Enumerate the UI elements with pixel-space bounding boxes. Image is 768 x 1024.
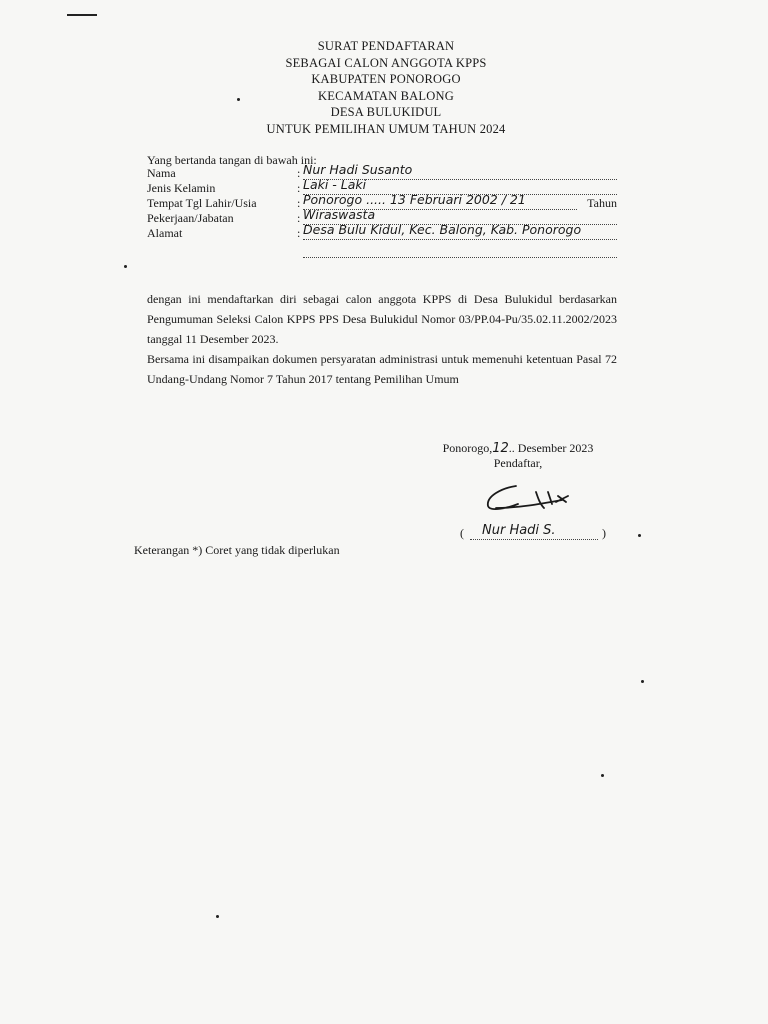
field-label: Jenis Kelamin (147, 181, 216, 195)
field-label: Nama (147, 166, 176, 180)
heading-line: DESA BULUKIDUL (330, 105, 442, 119)
signature-date (418, 441, 618, 456)
field-value-ttl: Ponorogo ..... 13 Februari 2002 / 21 (303, 192, 577, 210)
field-row-alamat (147, 222, 617, 245)
field-colon: : (297, 196, 301, 210)
field-value-alamat: Desa Bulu Kidul, Kec. Balong, Kab. Ponorogo (303, 222, 617, 240)
scan-artifact-dot (124, 265, 127, 268)
heading-line: SEBAGAI CALON ANGGOTA KPPS (285, 55, 487, 70)
declaration-paragraph: Bersama ini disampaikan dokumen persyaratan administrasi untuk memenuhi ketentuan Pasal 72 Undang-Undang Nomor 7 Tahun 2017 tentang Pemilihan Umum (147, 352, 617, 386)
field-label: Alamat (147, 226, 183, 240)
signature-day: 12 (492, 441, 509, 456)
heading-line: KECAMATAN BALONG (318, 88, 454, 103)
signature-role: Pendaftar, (493, 456, 543, 470)
field-suffix-tahun: Tahun (587, 196, 617, 210)
scan-artifact-dot (641, 680, 644, 683)
field-value-jenis-kelamin: Laki - Laki (303, 177, 617, 195)
field-value-nama: Nur Hadi Susanto (303, 162, 617, 180)
heading-line: SURAT PENDAFTARAN (317, 39, 455, 53)
signature-month-year-text: Desember 2023 (517, 441, 594, 455)
field-label: Pekerjaan/Jabatan (147, 211, 234, 225)
signature-place: Ponorogo, (442, 441, 493, 455)
scan-artifact-dot (216, 915, 219, 918)
scan-artifact-dot (601, 774, 604, 777)
declaration-paragraph: dengan ini mendaftarkan diri sebagai calon anggota KPPS di Desa Bulukidul berdasarkan Pengumuman Seleksi Calon KPPS PPS Desa Bulukidul Nomor 03/PP.04-Pu/35.02.11.2002/2023 tanggal 11 Desember 2023. (147, 292, 617, 346)
signatory-name-text: Nur Hadi S. (470, 523, 598, 540)
field-colon: : (297, 226, 301, 240)
field-colon: : (297, 166, 301, 180)
applicant-fields (147, 162, 617, 261)
dotted-line (303, 247, 617, 258)
signature-month-year: .. Desember 2023 (508, 441, 594, 455)
field-label: Tempat Tgl Lahir/Usia (147, 196, 257, 210)
handwritten-signature (478, 478, 574, 524)
footnote: Keterangan *) Coret yang tidak diperlukan (134, 543, 340, 557)
scan-artifact-dot (638, 534, 641, 537)
document-heading (240, 38, 532, 137)
field-value-pekerjaan: Wiraswasta (303, 207, 617, 225)
heading-line: KABUPATEN PONOROGO (311, 72, 461, 86)
signatory-name (460, 524, 610, 542)
heading-line: UNTUK PEMILIHAN UMUM TAHUN 2024 (266, 121, 506, 136)
field-colon: : (297, 181, 301, 195)
signature-block (418, 441, 618, 471)
declaration-text (147, 289, 617, 389)
paren-close: ) (602, 526, 606, 540)
scan-artifact-dash (67, 14, 97, 16)
field-colon: : (297, 211, 301, 225)
intro-text: Yang bertanda tangan di bawah ini: (147, 153, 317, 167)
field-row-alamat-continuation (147, 245, 617, 261)
paren-open: ( (460, 526, 464, 540)
